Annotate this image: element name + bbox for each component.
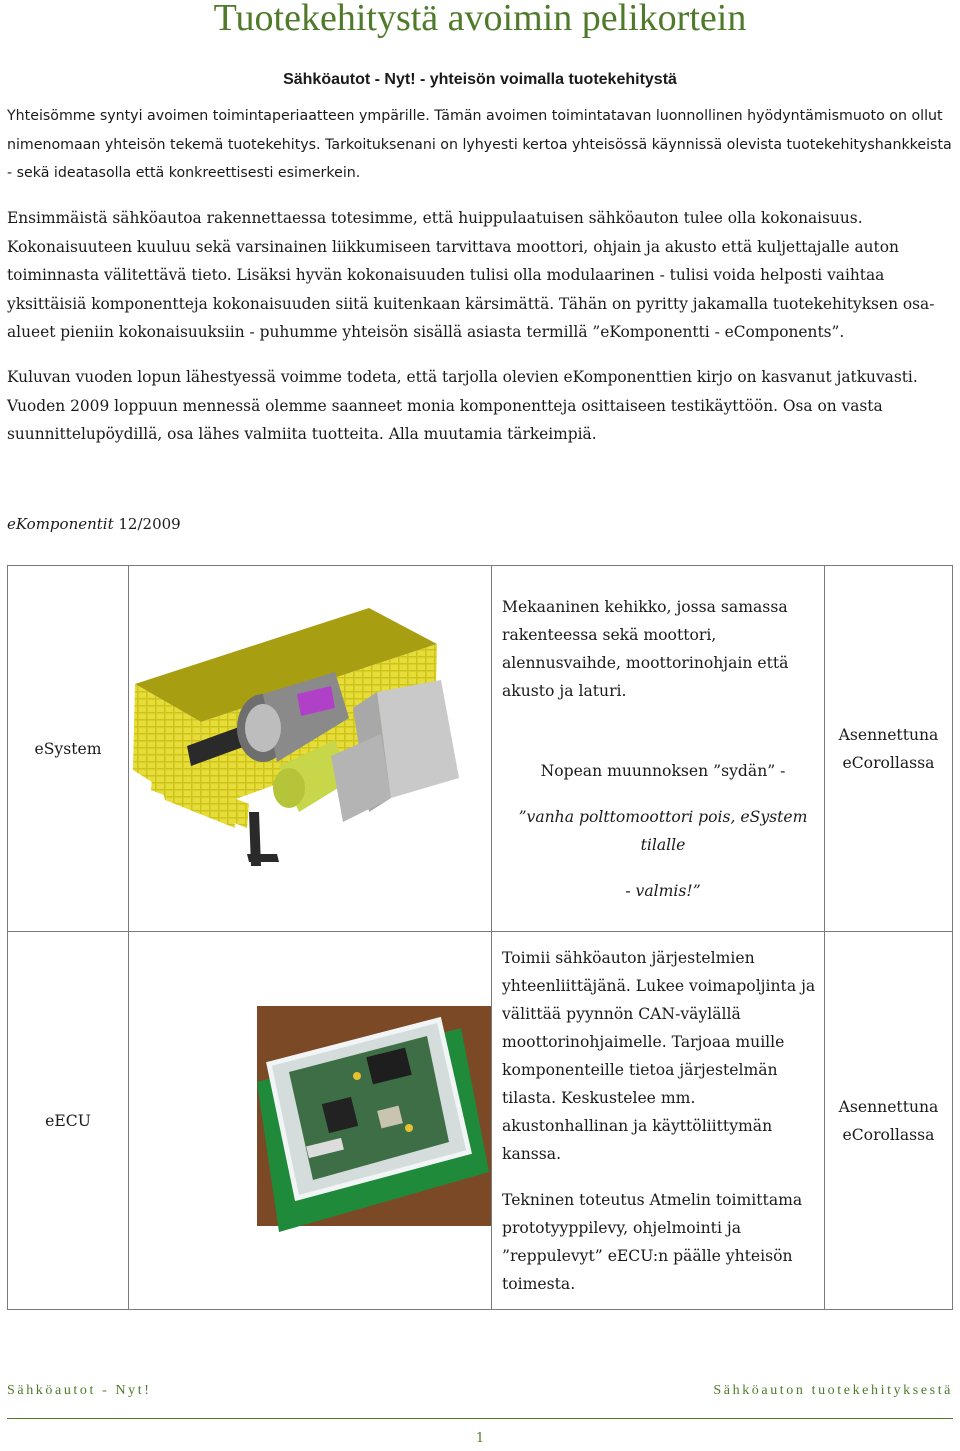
page-number: 1 [475,1431,485,1446]
table-row-esystem [8,566,953,932]
document-title: Tuotekehitystä avoimin pelikortein [213,0,747,39]
esystem-image-cell [129,566,492,932]
description-quote: ”vanha polttomoottori pois, eSystem tilalle [518,807,808,854]
ecomponent-paragraph: Ensimmäistä sähköautoa rakennettaessa totesimme, että huippulaatuisen sähköauton tulee olla kokonaisuus. Kokonaisuuteen kuuluu sekä varsinainen liikkumiseen tarvittava moottori, ohjain ja akusto että kuljettajalle auton toiminnasta välitettävä tieto. Lisäksi hyvän kokonaisuuden tulisi olla modulaarinen - tulisi voida helposti vaihtaa yksittäisiä komponentteja kokonaisuuden siitä kuitenkaan kärsimättä. Tähän on pyritty jakamalla tuotekehityksen osa-alueet pieniin kokonaisuuksiin - puhumme yhteisön sisällä asiasta termillä ”eKomponentti - eComponents”. [7,209,935,341]
ekomponentit-heading-date: 12/2009 [113,515,181,533]
component-table [7,565,953,1310]
component-name: eECU [8,932,129,1310]
description-text: Tekninen toteutus Atmelin toimittama prototyyppilevy, ohjelmointi ja ”reppulevyt” eECU:n päälle yhteisön toimesta. [502,1190,803,1293]
status-paragraph: Kuluvan vuoden lopun lähestyessä voimme todeta, että tarjolla olevien eKomponenttien kirjo on kasvanut jatkuvasti. Vuoden 2009 loppuun mennessä olemme saanneet monia komponentteja osittaiseen testikäyttöön. Osa on vasta suunnittelupöydillä, osa lähes valmiita tuotteita. Alla muutamia tärkeimpiä. [7,368,918,443]
description-text: Nopean muunnoksen ”sydän” - [540,761,786,780]
eecu-photo-image [129,932,491,1300]
component-description [492,932,825,1310]
eecu-image-cell [129,932,492,1310]
footer-divider [7,1418,953,1419]
document-subtitle: Sähköautot - Nyt! - yhteisön voimalla tuotekehitystä [283,71,677,88]
intro-paragraph: Yhteisömme syntyi avoimen toimintaperiaatteen ympärille. Tämän avoimen toimintatavan luonnollinen hyödyntämismuoto on ollut nimenomaan yhteisön tekemä tuotekehitys. Tarkoituksenani on lyhyesti kertoa yhteisössä käynnissä olevista tuotekehityshankkeista - sekä ideatasolla että konkreettisesti esimerkein. [7,108,952,181]
ekomponentit-heading [7,515,181,533]
footer-right-text: Sähköauton tuotekehityksestä [713,1383,953,1398]
component-description [492,566,825,932]
component-status: Asennettuna eCorollassa [825,932,953,1310]
ekomponentit-heading-label: eKomponentit [7,515,114,533]
description-text: Toimii sähköauton järjestelmien yhteenliittäjänä. Lukee voimapoljinta ja välittää pyynnön CAN-väylällä moottorinohjaimelle. Tarjoaa muille komponenteille tietoa järjestelmän tilasta. Keskustelee mm. akustonhallinan ja käyttöliittymän kanssa. [502,948,816,1163]
component-status: Asennettuna eCorollassa [825,566,953,932]
esystem-render-image [129,566,491,922]
description-quote: - valmis!” [625,881,701,900]
description-text: Mekaaninen kehikko, jossa samassa rakenteessa sekä moottori, alennusvaihde, moottorinohjain että akusto ja laturi. [502,597,789,700]
table-row-eecu [8,932,953,1310]
component-name: eSystem [8,566,129,932]
footer-left-text: Sähköautot - Nyt! [7,1383,152,1398]
